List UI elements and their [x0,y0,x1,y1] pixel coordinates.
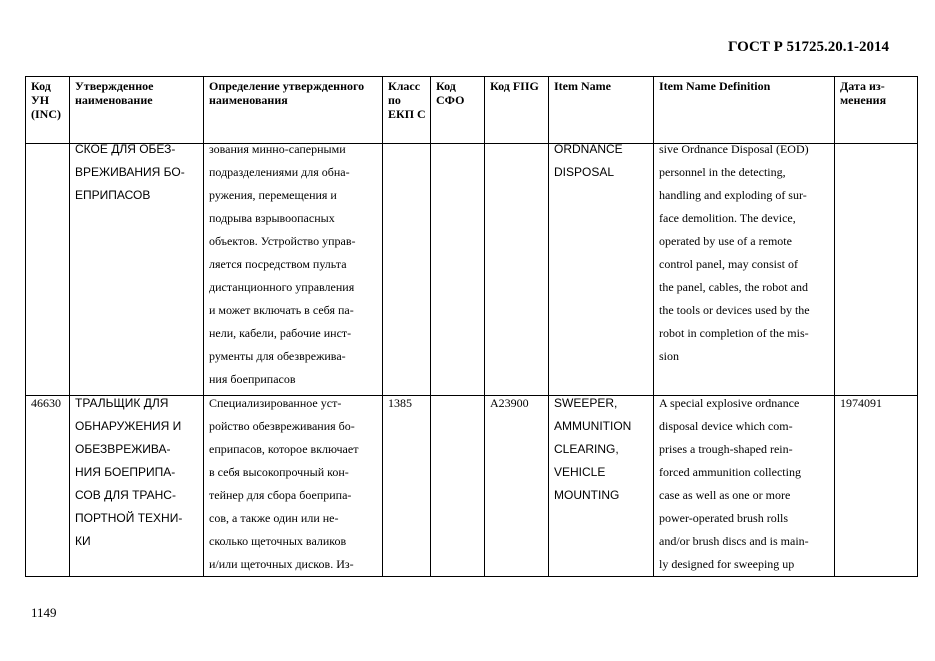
cell-approved-name: ТРАЛЬЩИК ДЛЯ ОБНАРУЖЕНИЯ И ОБЕЗВРЕЖИВА- НИЯ БОЕПРИПА- СОВ ДЛЯ ТРАНС- ПОРТНОЙ ТЕХНИ- КИ [70,396,204,577]
catalog-table [25,76,918,577]
cell-item-definition: sive Ordnance Disposal (EOD) personnel in the detecting, handling and exploding of sur- face demolition. The device, operated by use of a remote control panel, may consist of the panel, cables, the robot and the tools or devices used by the robot in completion of the mis- sion [654,144,835,396]
table-row [26,396,918,577]
cell-sfo [431,396,485,577]
cell-class: 1385 [383,396,431,577]
cell-approved-name: СКОЕ ДЛЯ ОБЕЗ- ВРЕЖИВАНИЯ БО- ЕПРИПАСОВ [70,144,204,396]
col-header-item-name: Item Name [549,77,654,144]
col-header-definition: Определение утвержденного наименования [204,77,383,144]
page-number: 1149 [31,605,57,620]
col-header-change-date: Дата из- менения [835,77,918,144]
cell-sfo [431,144,485,396]
cell-fiig [485,144,549,396]
document-header: ГОСТ Р 51725.20.1-2014 [727,39,889,55]
cell-class [383,144,431,396]
col-header-fiig: Код FIIG [485,77,549,144]
col-header-inc: Код УН (INC) [26,77,70,144]
col-header-sfo: Код СФО [431,77,485,144]
cell-definition: Специализированное уст- ройство обезвреживания бо- еприпасов, которое включает в себя высокопрочный кон- тейнер для сбора боеприпа- сов, а также один или не- сколько щеточных валиков и/или щеточных дисков. Из- [204,396,383,577]
cell-item-name: ORDNANCE DISPOSAL [549,144,654,396]
table-row [26,144,918,396]
cell-definition: зования минно-саперными подразделениями для обна- ружения, перемещения и подрыва взрывоопасных объектов. Устройство управ- ляется посредством пульта дистанционного управления и может включать в себя па- нели, кабели, рабочие инст- рументы для обезврежива- ния боеприпасов [204,144,383,396]
table-header-row [26,77,918,144]
cell-inc [26,144,70,396]
cell-inc: 46630 [26,396,70,577]
cell-change-date [835,144,918,396]
cell-fiig: A23900 [485,396,549,577]
col-header-item-definition: Item Name Definition [654,77,835,144]
cell-change-date: 1974091 [835,396,918,577]
cell-item-name: SWEEPER, AMMUNITION CLEARING, VEHICLE MOUNTING [549,396,654,577]
cell-item-definition: A special explosive ordnance disposal device which com- prises a trough-shaped rein- forced ammunition collecting case as well as one or more power-operated brush rolls and/or brush discs and is main- ly designed for sweeping up [654,396,835,577]
col-header-class: Класс по ЕКП С [383,77,431,144]
col-header-approved-name: Утвержденное наименование [70,77,204,144]
